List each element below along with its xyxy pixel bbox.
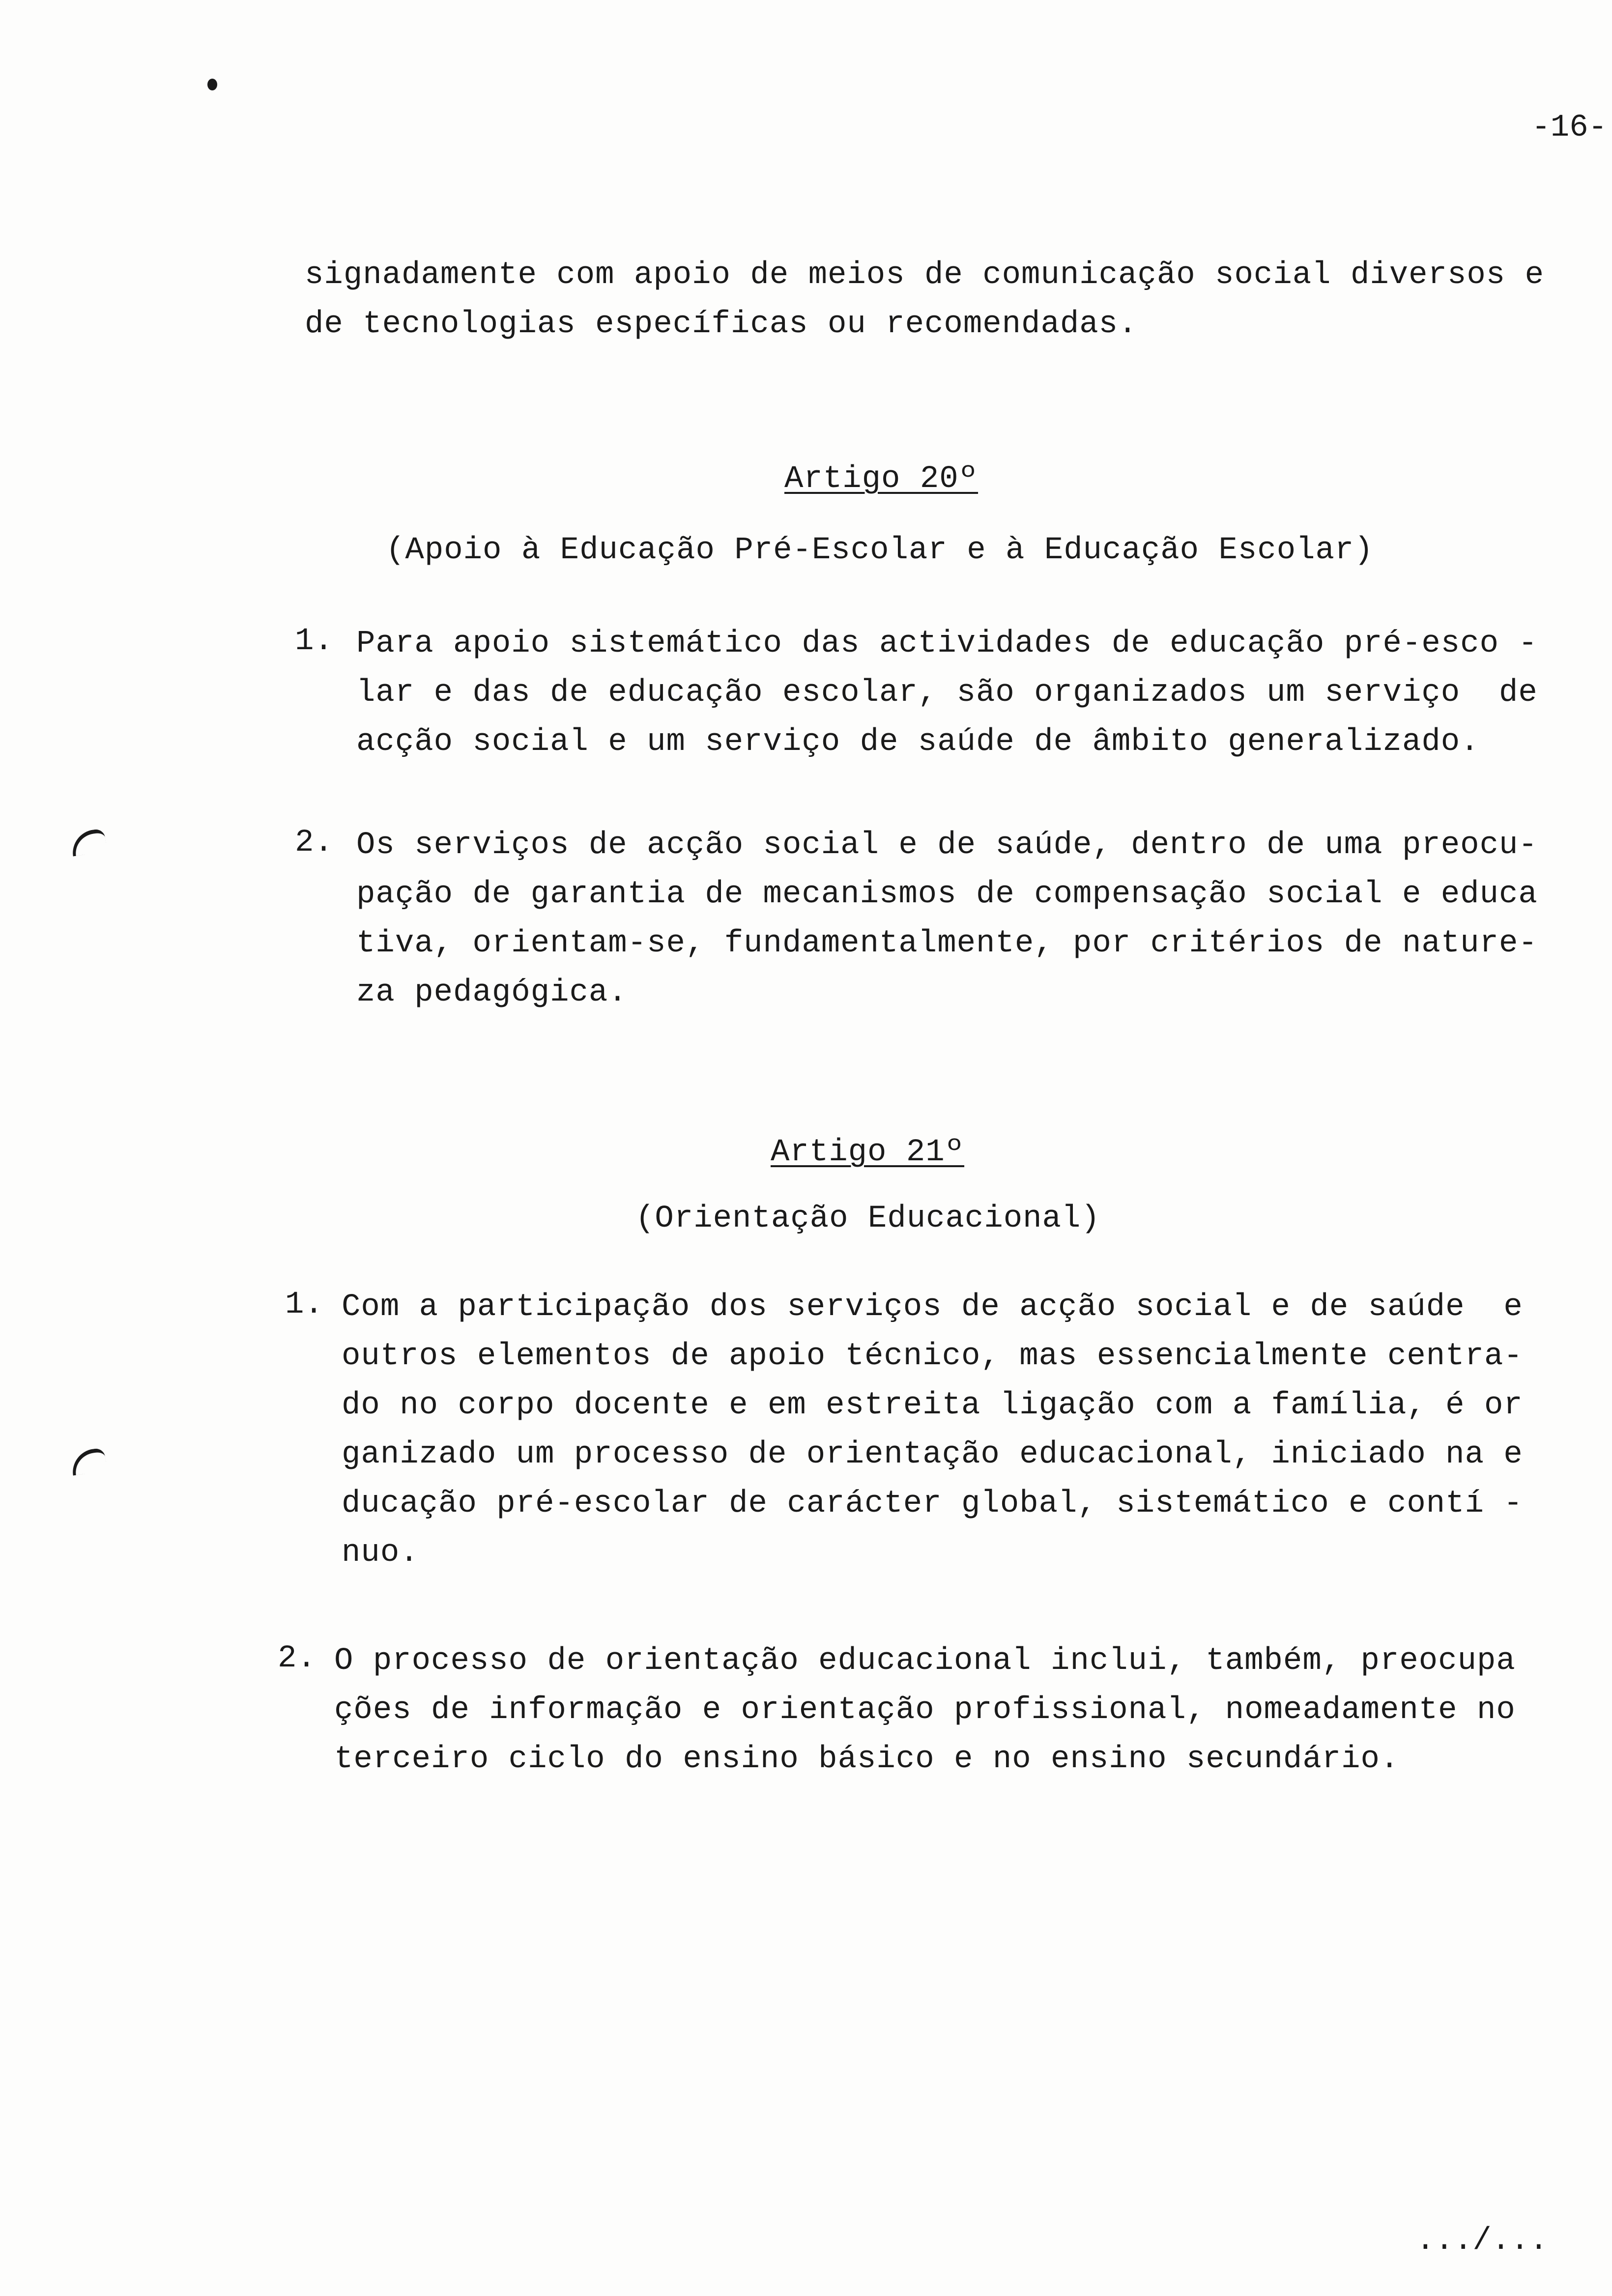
punch-hole-mark [70,1447,107,1475]
item-line: ducação pré-escolar de carácter global, sistemático e contí - [342,1486,1523,1521]
item-number: 1. [295,624,334,659]
intro-line: de tecnologias específicas ou recomendadas. [305,307,1138,342]
item-line: za pedagógica. [356,975,628,1010]
article-heading: Artigo 21º [771,1135,965,1170]
punch-mark-dot [207,79,217,90]
item-line: acção social e um serviço de saúde de âmbito generalizado. [356,724,1480,760]
intro-line: signadamente com apoio de meios de comunicação social diversos e [305,258,1544,293]
item-line: nuo. [342,1535,419,1571]
continuation-mark: .../... [1416,2223,1548,2259]
item-line: Com a participação dos serviços de acção social e de saúde e [342,1290,1523,1325]
item-number: 2. [278,1641,317,1676]
item-line: tiva, orientam-se, fundamentalmente, por critérios de nature- [356,926,1538,961]
item-line: Para apoio sistemático das actividades de educação pré-esco - [356,626,1538,661]
item-number: 1. [285,1287,324,1322]
item-line: ganizado um processo de orientação educacional, iniciado na e [342,1437,1523,1472]
item-line: pação de garantia de mecanismos de compensação social e educa [356,877,1538,912]
punch-hole-mark [70,828,107,856]
item-line: do no corpo docente e em estreita ligação com a família, é or [342,1388,1523,1423]
item-line: lar e das de educação escolar, são organizados um serviço de [356,675,1538,711]
article-subtitle: (Orientação Educacional) [635,1201,1100,1236]
item-number: 2. [295,825,334,861]
item-line: Os serviços de acção social e de saúde, dentro de uma preocu- [356,828,1538,863]
item-line: outros elementos de apoio técnico, mas essencialmente centra- [342,1339,1523,1374]
item-line: O processo de orientação educacional inclui, também, preocupa [334,1643,1516,1679]
page-number: -16- [1531,110,1607,145]
article-subtitle: (Apoio à Educação Pré-Escolar e à Educação Escolar) [386,533,1374,568]
item-line: ções de informação e orientação profissional, nomeadamente no [334,1693,1516,1728]
item-line: terceiro ciclo do ensino básico e no ensino secundário. [334,1742,1400,1777]
article-heading: Artigo 20º [784,461,979,497]
